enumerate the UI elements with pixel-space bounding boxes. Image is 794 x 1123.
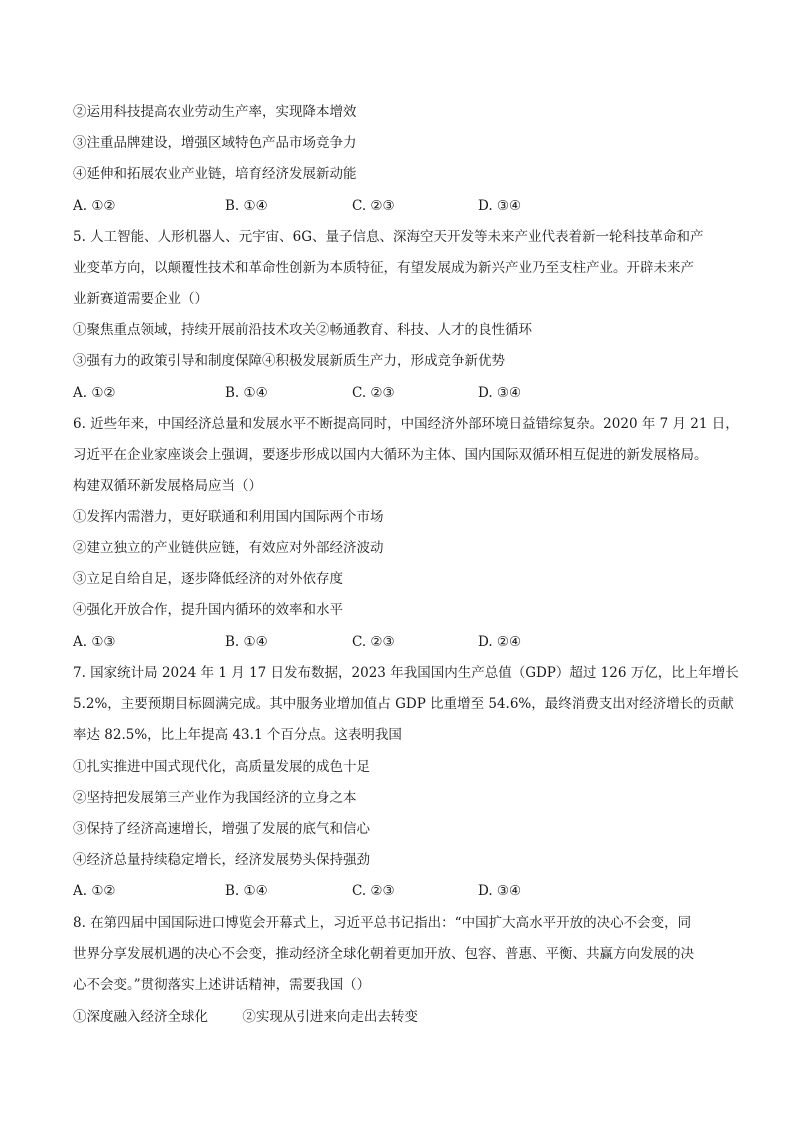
q4-statement-4: ④延伸和拓展农业产业链，培育经济发展新动能 xyxy=(73,166,357,182)
q7-statement-2: ②坚持把发展第三产业作为我国经济的立身之本 xyxy=(73,790,357,806)
q6-option-a: A. ①③ xyxy=(73,634,116,650)
q6-statement-1: ①发挥内需潜力，更好联通和利用国内国际两个市场 xyxy=(73,509,384,525)
q6-stem-line-3: 构建双循环新发展格局应当（） xyxy=(73,478,262,494)
q7-stem-line-1: 7. 国家统计局 2024 年 1 月 17 日发布数据，2023 年我国国内生产总值（GDP）超过 126 万亿，比上年增长 xyxy=(73,665,739,681)
q7-option-d: D. ③④ xyxy=(478,883,522,899)
q4-option-c: C. ②③ xyxy=(352,198,395,214)
q6-option-b: B. ①④ xyxy=(225,634,268,650)
q5-stem-line-2: 业变革方向，以颠覆性技术和革命性创新为本质特征，有望发展成为新兴产业乃至支柱产业。开辟未来产 xyxy=(73,260,694,276)
q6-statement-3: ③立足自给自足，逐步降低经济的对外依存度 xyxy=(73,571,343,587)
q5-option-c: C. ②③ xyxy=(352,385,395,401)
q7-stem-line-2: 5.2%，主要预期目标圆满完成。其中服务业增加值占 GDP 比重增至 54.6%，最终消费支出对经济增长的贡献 xyxy=(73,696,734,712)
q5-statements-3-4: ③强有力的政策引导和制度保障④积极发展新质生产力，形成竞争新优势 xyxy=(73,353,505,369)
q7-statement-1: ①扎实推进中国式现代化，高质量发展的成色十足 xyxy=(73,759,370,775)
q6-stem-line-2: 习近平在企业家座谈会上强调，要逐步形成以国内大循环为主体、国内国际双循环相互促进的新发展格局。 xyxy=(73,447,708,463)
q4-statement-3: ③注重品牌建设，增强区域特色产品市场竞争力 xyxy=(73,135,357,151)
q5-option-d: D. ③④ xyxy=(478,385,522,401)
q7-option-c: C. ②③ xyxy=(352,883,395,899)
q6-stem-line-1: 6. 近些年来，中国经济总量和发展水平不断提高同时，中国经济外部环境日益错综复杂。2020 年 7 月 21 日， xyxy=(73,416,739,432)
q4-option-d: D. ③④ xyxy=(478,198,522,214)
q8-stem-line-1: 8. 在第四届中国国际进口博览会开幕式上，习近平总书记指出：“中国扩大高水平开放的决心不会变，同 xyxy=(73,915,692,931)
q7-statement-4: ④经济总量持续稳定增长，经济发展势头保持强劲 xyxy=(73,852,370,868)
q8-statements-1-2: ①深度融入经济全球化 ②实现从引进来向走出去转变 xyxy=(73,1009,418,1025)
q4-option-a: A. ①② xyxy=(73,198,116,214)
q6-option-c: C. ②③ xyxy=(352,634,395,650)
q5-stem-line-1: 5. 人工智能、人形机器人、元宇宙、6G、量子信息、深海空天开发等未来产业代表着新一轮科技革命和产 xyxy=(73,229,704,245)
q6-statement-2: ②建立独立的产业链供应链，有效应对外部经济波动 xyxy=(73,540,384,556)
q5-option-a: A. ①② xyxy=(73,385,116,401)
q7-stem-line-3: 率达 82.5%，比上年提高 43.1 个百分点。这表明我国 xyxy=(73,727,402,743)
q5-stem-line-3: 业新赛道需要企业（） xyxy=(73,291,208,307)
q6-option-d: D. ②④ xyxy=(478,634,522,650)
q5-statements-1-2: ①聚焦重点领域，持续开展前沿技术攻关②畅通教育、科技、人才的良性循环 xyxy=(73,322,532,338)
q4-option-b: B. ①④ xyxy=(225,198,268,214)
q6-statement-4: ④强化开放合作，提升国内循环的效率和水平 xyxy=(73,602,343,618)
q8-stem-line-3: 心不会变。”贯彻落实上述讲话精神，需要我国（） xyxy=(73,977,371,993)
q4-statement-2: ②运用科技提高农业劳动生产率，实现降本增效 xyxy=(73,104,357,120)
q7-option-b: B. ①④ xyxy=(225,883,268,899)
q5-option-b: B. ①④ xyxy=(225,385,268,401)
q7-option-a: A. ①② xyxy=(73,883,116,899)
q7-statement-3: ③保持了经济高速增长，增强了发展的底气和信心 xyxy=(73,821,370,837)
q8-stem-line-2: 世界分享发展机遇的决心不会变，推动经济全球化朝着更加开放、包容、普惠、平衡、共赢方向发展的决 xyxy=(73,946,694,962)
